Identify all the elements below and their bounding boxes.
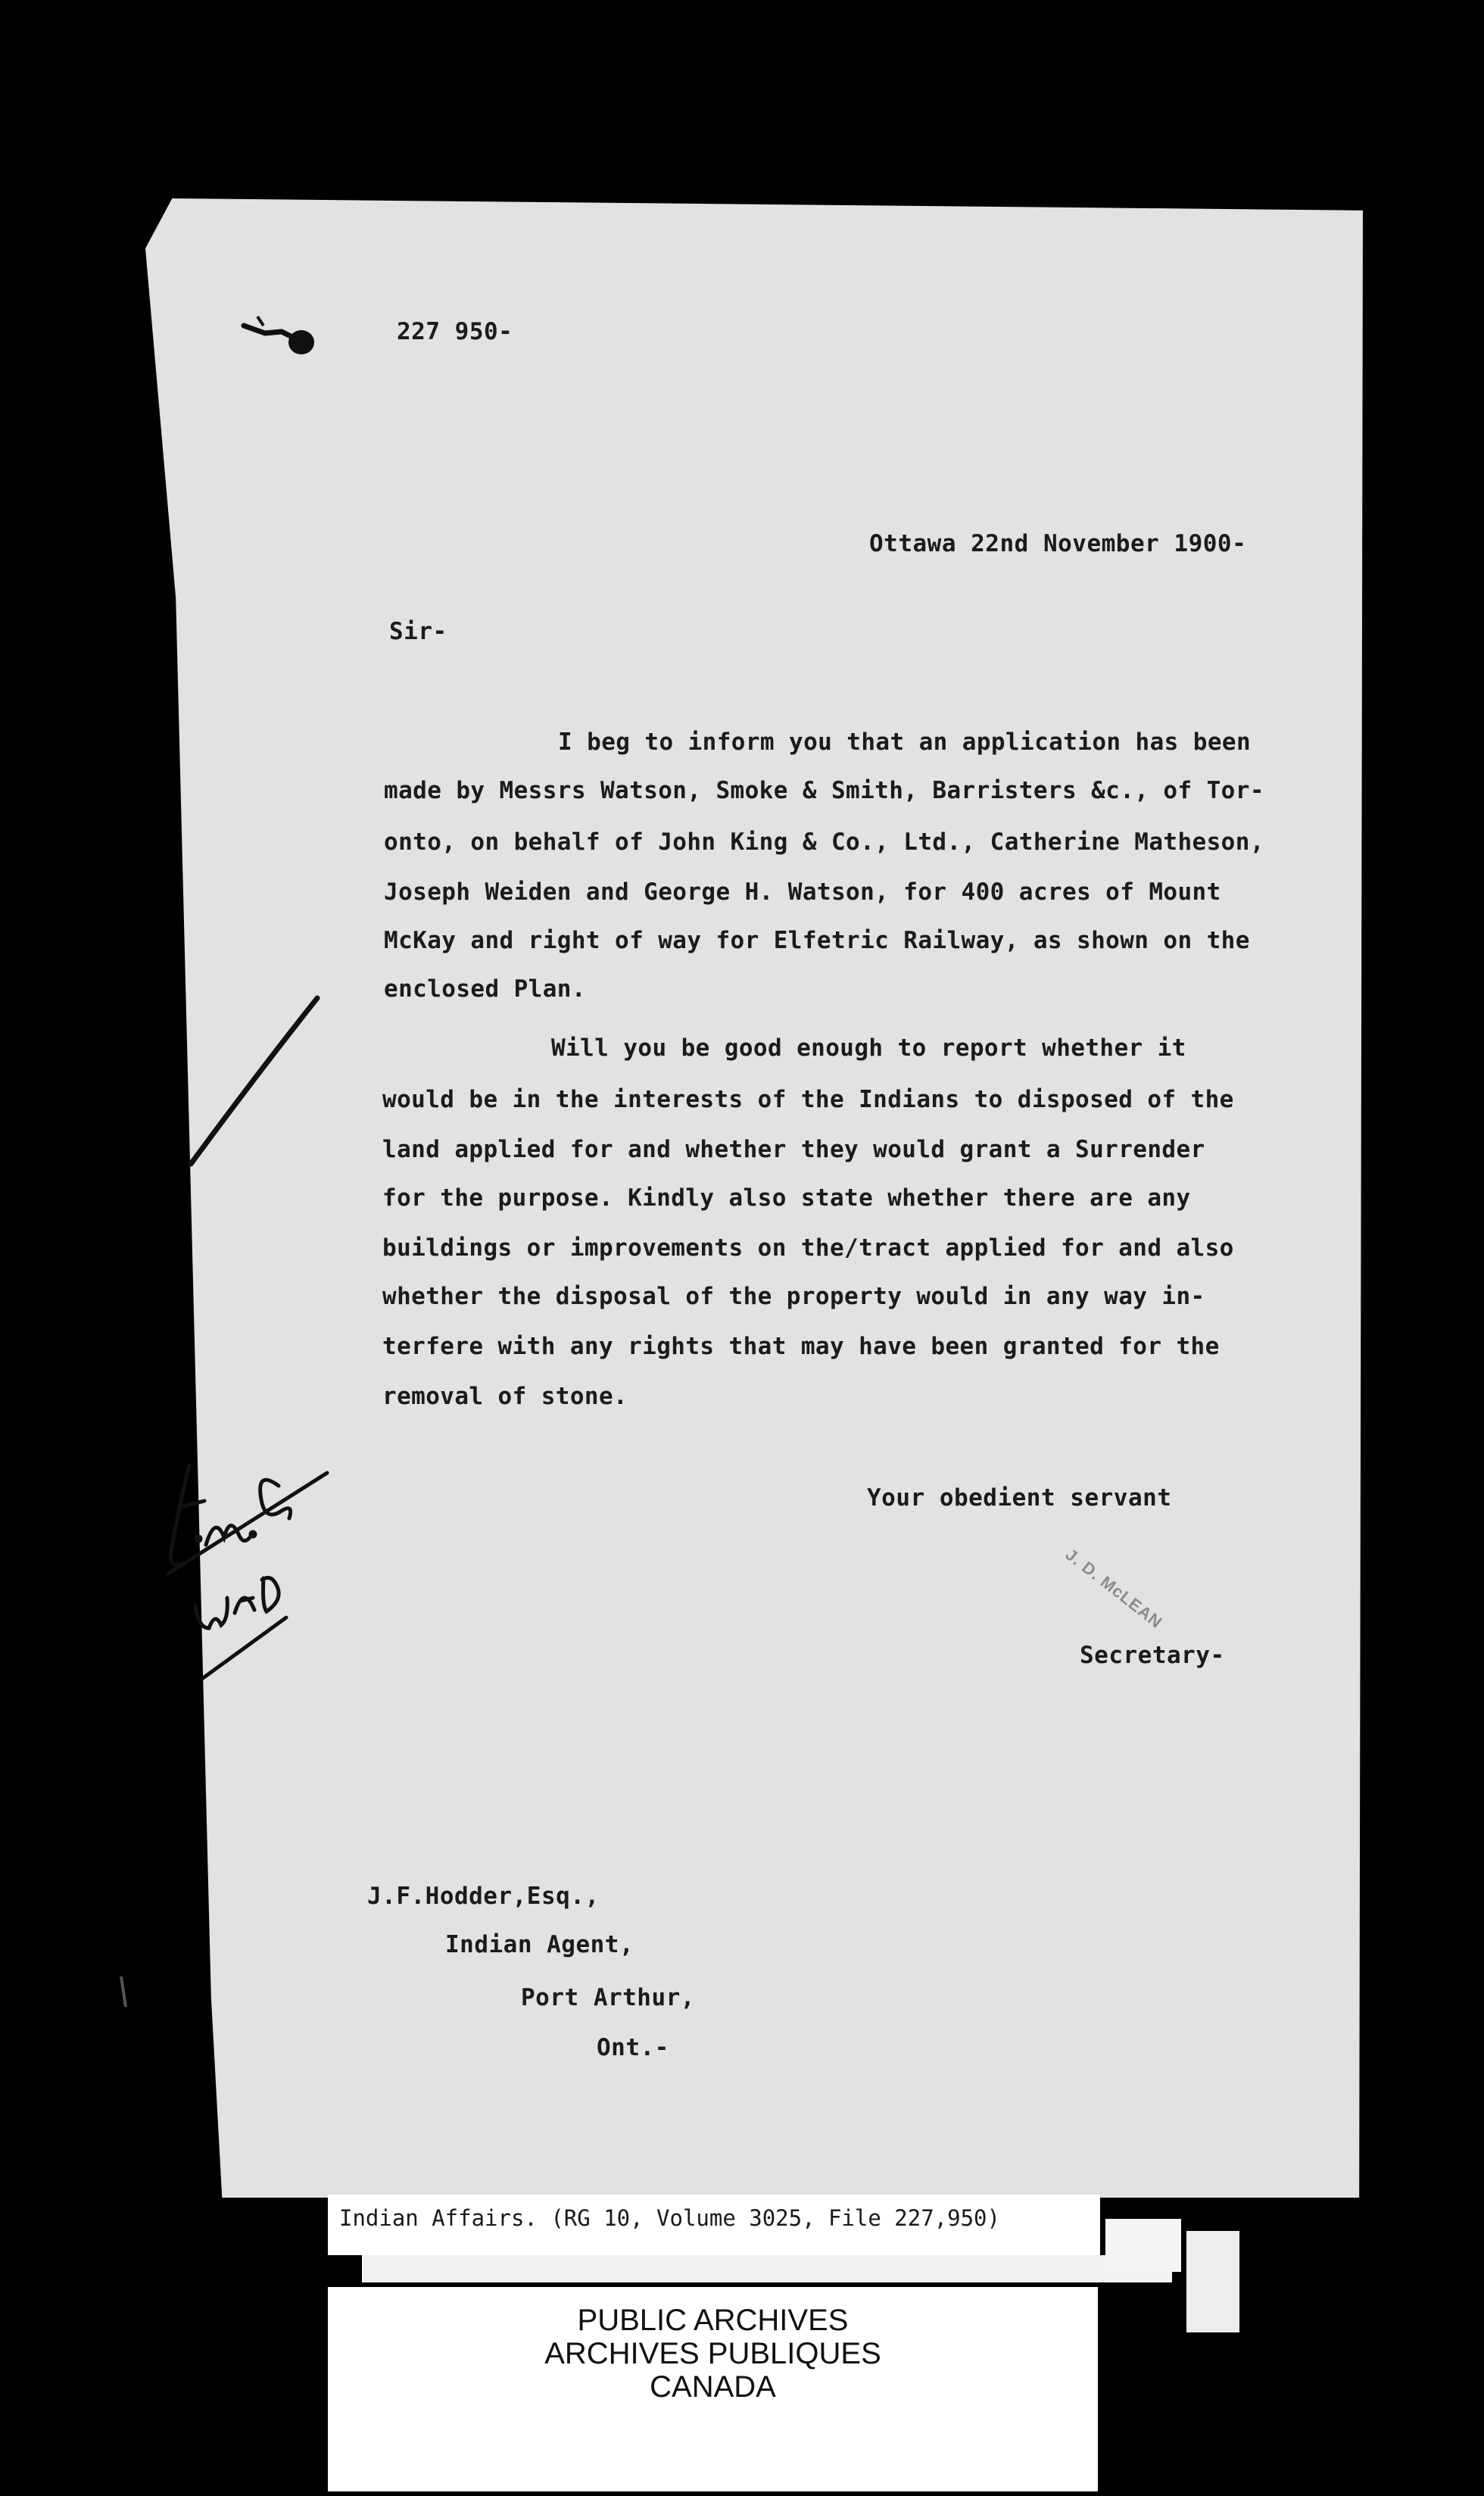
paragraph-line: made by Messrs Watson, Smoke & Smith, Barristers &c., of Tor- [384, 777, 1264, 804]
recipient-province: Ont.- [597, 2034, 669, 2061]
signature-stamp: J. D. McLEAN [1062, 1545, 1167, 1633]
archive-line-3: CANADA [650, 2370, 776, 2404]
signatory-title: Secretary- [1080, 1642, 1225, 1669]
archive-line-1: PUBLIC ARCHIVES [577, 2304, 849, 2337]
place-date: Ottawa 22nd November 1900- [869, 530, 1247, 557]
archive-card-back [1186, 2231, 1239, 2332]
paragraph-line: McKay and right of way for Elfetric Railway, as shown on the [384, 927, 1250, 954]
handwritten-initials-2 [195, 1577, 286, 1678]
paragraph-line: terfere with any rights that may have been granted for the [382, 1333, 1220, 1360]
paragraph-line: I beg to inform you that an application has been [558, 729, 1252, 756]
paragraph-line: land applied for and whether they would grant a Surrender [382, 1136, 1205, 1163]
salutation: Sir- [389, 618, 447, 645]
paragraph-line: would be in the interests of the Indians to disposed of the [382, 1086, 1234, 1113]
recipient-name: J.F.Hodder,Esq., [367, 1883, 600, 1910]
closing: Your obedient servant [867, 1484, 1172, 1512]
recipient-position: Indian Agent, [445, 1931, 634, 1958]
archive-reference: Indian Affairs. (RG 10, Volume 3025, File 227,950) [339, 2205, 1000, 2231]
archive-line-2: ARCHIVES PUBLIQUES [544, 2337, 881, 2370]
paragraph-line: enclosed Plan. [384, 975, 586, 1003]
paragraph-line: Will you be good enough to report whether it [551, 1034, 1186, 1062]
file-reference: 227 950- [397, 318, 513, 345]
archive-stamp-box [328, 2287, 1098, 2491]
paragraph-line: Joseph Weiden and George H. Watson, for 400 acres of Mount [384, 878, 1221, 906]
handwritten-initials-1 [168, 1465, 327, 1574]
ink-blot-icon [244, 317, 314, 354]
pen-slash-mark [191, 998, 317, 1164]
paragraph-line: buildings or improvements on the/tract applied for and also [382, 1234, 1234, 1262]
paragraph-line: for the purpose. Kindly also state whether there are any [382, 1184, 1191, 1212]
paragraph-line: onto, on behalf of John King & Co., Ltd., Catherine Matheson, [384, 828, 1264, 856]
edge-mark [121, 1977, 126, 2007]
paragraph-line: whether the disposal of the property would in any way in- [382, 1283, 1205, 1310]
archive-card-strip [362, 2255, 1172, 2282]
archive-card-edge [1105, 2219, 1181, 2272]
paragraph-line: removal of stone. [382, 1383, 628, 1410]
recipient-city: Port Arthur, [521, 1984, 695, 2011]
